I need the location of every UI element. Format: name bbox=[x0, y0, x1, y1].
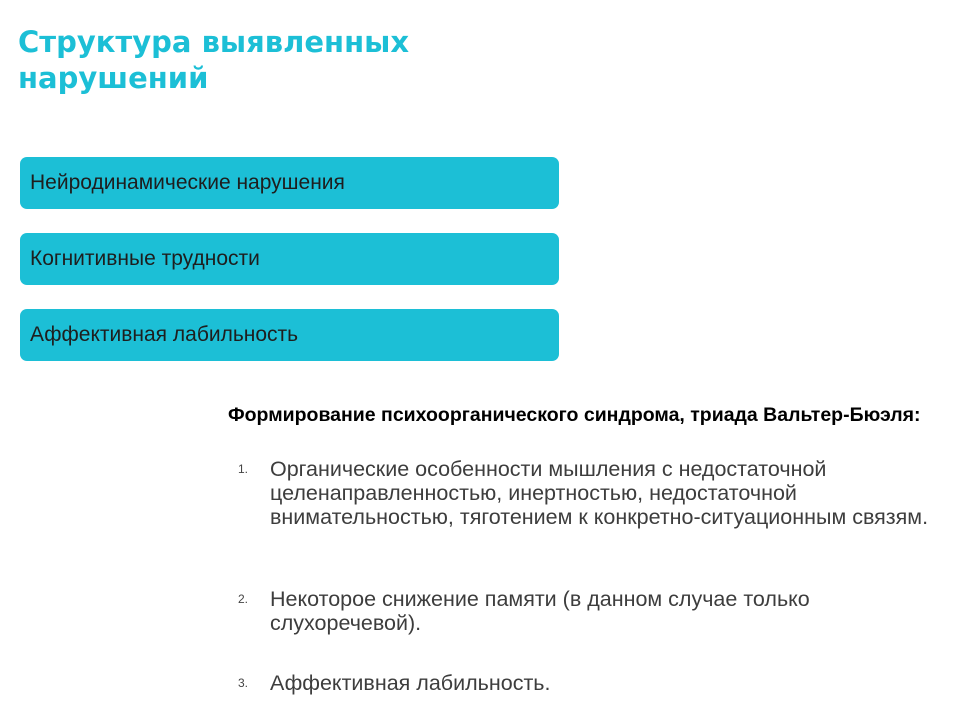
list-item-text: Некоторое снижение памяти (в данном случае только слухоречевой). bbox=[270, 587, 810, 635]
list-item-number: 3. bbox=[238, 676, 249, 690]
tag-affective-lability: Аффективная лабильность bbox=[20, 309, 559, 361]
list-item-number: 2. bbox=[238, 592, 249, 606]
slide-title: Структура выявленных нарушений bbox=[18, 25, 410, 95]
tag-neurodynamic-disorders: Нейродинамические нарушения bbox=[20, 157, 559, 209]
tag-cognitive-difficulties: Когнитивные трудности bbox=[20, 233, 559, 285]
list-item-number: 1. bbox=[238, 462, 249, 476]
list-item-text: Органические особенности мышления с недостаточной целенаправленностью, инертностью, недостаточной внимательностью, тяготением к конкретно-ситуационным связям. bbox=[270, 457, 929, 529]
triad-heading: Формирование психоорганического синдрома, триада Вальтер-Бюэля: bbox=[228, 404, 921, 426]
list-item-text: Аффективная лабильность. bbox=[270, 671, 551, 695]
triad-section bbox=[228, 403, 938, 695]
